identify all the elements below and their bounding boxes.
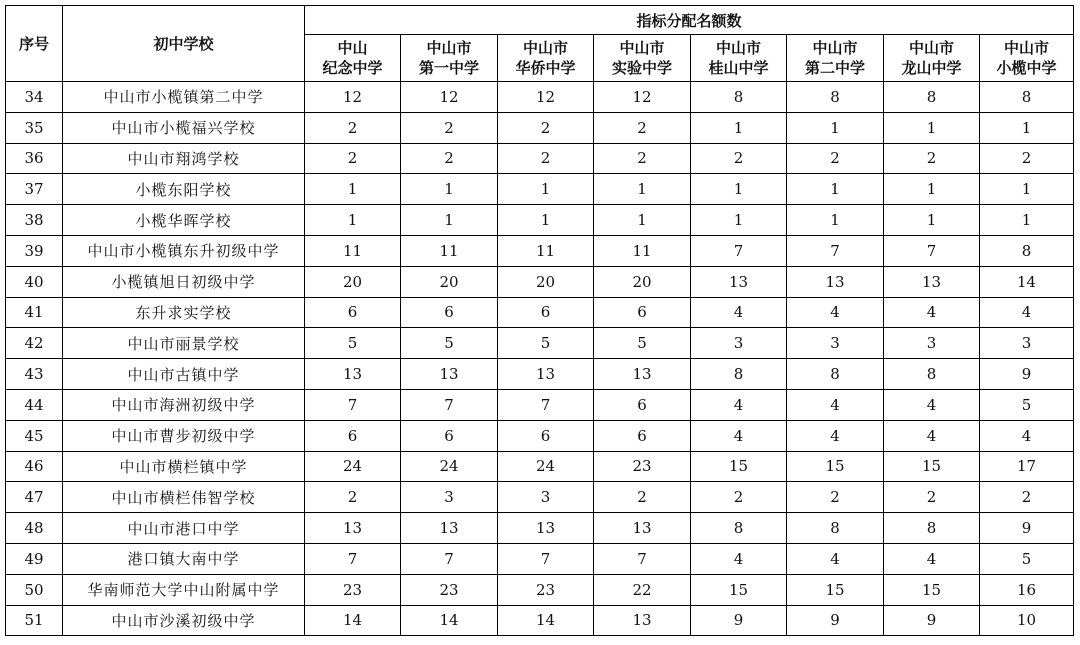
quota-cell: 7	[305, 543, 401, 574]
quota-cell: 9	[980, 513, 1074, 544]
table-header	[6, 6, 1074, 82]
quota-cell: 12	[498, 82, 594, 113]
quota-cell: 2	[305, 112, 401, 143]
quota-cell: 4	[691, 420, 787, 451]
quota-cell: 24	[401, 451, 498, 482]
quota-cell: 6	[401, 420, 498, 451]
quota-cell: 4	[787, 420, 884, 451]
table-row	[6, 482, 1074, 513]
quota-cell: 13	[401, 359, 498, 390]
header-target-school	[498, 35, 594, 82]
header-target-school	[594, 35, 691, 82]
row-seq: 40	[6, 266, 63, 297]
row-school-name: 东升求实学校	[63, 297, 305, 328]
quota-cell: 13	[594, 605, 691, 636]
row-seq: 50	[6, 574, 63, 605]
quota-cell: 14	[401, 605, 498, 636]
quota-cell: 14	[305, 605, 401, 636]
quota-cell: 4	[884, 389, 980, 420]
quota-cell: 3	[691, 328, 787, 359]
quota-cell: 2	[401, 112, 498, 143]
quota-cell: 15	[691, 451, 787, 482]
target-school-line2: 小榄中学	[996, 59, 1057, 77]
quota-cell: 11	[305, 235, 401, 266]
row-school-name: 小榄东阳学校	[63, 174, 305, 205]
table-row	[6, 235, 1074, 266]
quota-cell: 22	[594, 574, 691, 605]
target-school-line2: 第一中学	[418, 59, 479, 77]
row-school-name: 中山市曹步初级中学	[63, 420, 305, 451]
row-school-name: 小榄镇旭日初级中学	[63, 266, 305, 297]
table-row	[6, 420, 1074, 451]
quota-cell: 6	[305, 297, 401, 328]
quota-cell: 24	[498, 451, 594, 482]
row-seq: 47	[6, 482, 63, 513]
target-school-line1: 中山市	[522, 39, 568, 57]
quota-cell: 24	[305, 451, 401, 482]
quota-cell: 4	[884, 297, 980, 328]
quota-cell: 4	[884, 543, 980, 574]
quota-cell: 13	[594, 513, 691, 544]
quota-cell: 5	[980, 543, 1074, 574]
quota-cell: 23	[594, 451, 691, 482]
quota-cell: 1	[691, 112, 787, 143]
table-row	[6, 574, 1074, 605]
quota-cell: 8	[787, 513, 884, 544]
quota-cell: 1	[980, 174, 1074, 205]
quota-cell: 15	[884, 451, 980, 482]
quota-cell: 13	[787, 266, 884, 297]
target-school-line2: 桂山中学	[708, 59, 769, 77]
quota-cell: 2	[980, 143, 1074, 174]
table-row	[6, 205, 1074, 236]
quota-cell: 7	[691, 235, 787, 266]
quota-cell: 13	[884, 266, 980, 297]
quota-cell: 7	[401, 543, 498, 574]
row-school-name: 小榄华晖学校	[63, 205, 305, 236]
quota-cell: 23	[498, 574, 594, 605]
table-row	[6, 82, 1074, 113]
quota-cell: 8	[980, 235, 1074, 266]
quota-cell: 8	[787, 82, 884, 113]
quota-cell: 2	[691, 482, 787, 513]
quota-cell: 12	[401, 82, 498, 113]
quota-cell: 4	[787, 543, 884, 574]
table-row	[6, 328, 1074, 359]
quota-cell: 11	[594, 235, 691, 266]
quota-cell: 3	[980, 328, 1074, 359]
quota-table	[5, 5, 1074, 636]
quota-cell: 1	[787, 112, 884, 143]
quota-cell: 5	[980, 389, 1074, 420]
quota-cell: 1	[305, 205, 401, 236]
header-target-school	[787, 35, 884, 82]
table-row	[6, 543, 1074, 574]
quota-cell: 1	[594, 174, 691, 205]
row-seq: 41	[6, 297, 63, 328]
quota-cell: 5	[594, 328, 691, 359]
table-row	[6, 297, 1074, 328]
row-seq: 38	[6, 205, 63, 236]
row-seq: 37	[6, 174, 63, 205]
table-row	[6, 605, 1074, 636]
quota-cell: 1	[787, 205, 884, 236]
target-school-line2: 纪念中学	[322, 59, 383, 77]
row-seq: 39	[6, 235, 63, 266]
target-school-line1: 中山市	[619, 39, 665, 57]
target-school-line2: 华侨中学	[515, 59, 576, 77]
quota-cell: 12	[305, 82, 401, 113]
row-seq: 45	[6, 420, 63, 451]
quota-cell: 1	[980, 205, 1074, 236]
row-school-name: 中山市沙溪初级中学	[63, 605, 305, 636]
row-school-name: 华南师范大学中山附属中学	[63, 574, 305, 605]
quota-cell: 2	[594, 143, 691, 174]
quota-cell: 4	[691, 389, 787, 420]
quota-cell: 8	[884, 82, 980, 113]
row-school-name: 中山市古镇中学	[63, 359, 305, 390]
quota-cell: 11	[401, 235, 498, 266]
quota-cell: 1	[884, 112, 980, 143]
row-seq: 44	[6, 389, 63, 420]
quota-cell: 2	[305, 143, 401, 174]
quota-cell: 6	[594, 297, 691, 328]
quota-cell: 20	[498, 266, 594, 297]
row-school-name: 中山市港口中学	[63, 513, 305, 544]
row-school-name: 港口镇大南中学	[63, 543, 305, 574]
quota-cell: 2	[498, 112, 594, 143]
quota-cell: 7	[401, 389, 498, 420]
quota-cell: 7	[787, 235, 884, 266]
quota-cell: 12	[594, 82, 691, 113]
quota-cell: 6	[498, 420, 594, 451]
row-seq: 42	[6, 328, 63, 359]
header-target-school	[691, 35, 787, 82]
quota-cell: 2	[980, 482, 1074, 513]
quota-cell: 1	[787, 174, 884, 205]
quota-cell: 20	[401, 266, 498, 297]
quota-cell: 2	[787, 143, 884, 174]
target-school-line2: 第二中学	[804, 59, 865, 77]
quota-cell: 7	[305, 389, 401, 420]
table-row	[6, 143, 1074, 174]
quota-cell: 8	[787, 359, 884, 390]
quota-cell: 6	[305, 420, 401, 451]
quota-cell: 13	[691, 266, 787, 297]
row-school-name: 中山市横栏伟智学校	[63, 482, 305, 513]
quota-cell: 2	[594, 112, 691, 143]
quota-cell: 1	[305, 174, 401, 205]
target-school-line2: 龙山中学	[901, 59, 962, 77]
row-seq: 36	[6, 143, 63, 174]
row-school-name: 中山市翔鸿学校	[63, 143, 305, 174]
target-school-line1: 中山市	[1004, 39, 1050, 57]
quota-cell: 7	[498, 389, 594, 420]
quota-cell: 1	[884, 174, 980, 205]
quota-cell: 8	[691, 359, 787, 390]
quota-cell: 15	[787, 574, 884, 605]
header-target-school	[401, 35, 498, 82]
quota-cell: 13	[498, 513, 594, 544]
quota-cell: 2	[884, 143, 980, 174]
quota-cell: 1	[498, 205, 594, 236]
quota-cell: 4	[787, 297, 884, 328]
quota-cell: 1	[980, 112, 1074, 143]
target-school-line1: 中山	[337, 39, 368, 57]
quota-cell: 4	[980, 420, 1074, 451]
quota-cell: 2	[787, 482, 884, 513]
quota-cell: 1	[691, 174, 787, 205]
quota-cell: 3	[884, 328, 980, 359]
header-target-school	[305, 35, 401, 82]
table-row	[6, 451, 1074, 482]
quota-cell: 1	[884, 205, 980, 236]
quota-cell: 1	[498, 174, 594, 205]
table-row	[6, 112, 1074, 143]
row-seq: 48	[6, 513, 63, 544]
quota-cell: 6	[594, 420, 691, 451]
quota-cell: 6	[401, 297, 498, 328]
row-seq: 46	[6, 451, 63, 482]
quota-cell: 2	[884, 482, 980, 513]
quota-cell: 13	[401, 513, 498, 544]
quota-cell: 2	[401, 143, 498, 174]
quota-cell: 7	[498, 543, 594, 574]
quota-cell: 5	[401, 328, 498, 359]
quota-cell: 8	[691, 513, 787, 544]
table-row	[6, 389, 1074, 420]
quota-cell: 1	[691, 205, 787, 236]
quota-cell: 9	[691, 605, 787, 636]
header-target-school	[884, 35, 980, 82]
quota-cell: 10	[980, 605, 1074, 636]
quota-cell: 8	[884, 359, 980, 390]
quota-cell: 8	[884, 513, 980, 544]
row-seq: 51	[6, 605, 63, 636]
header-school: 初中学校	[63, 6, 305, 82]
quota-cell: 23	[305, 574, 401, 605]
quota-cell: 15	[691, 574, 787, 605]
row-seq: 34	[6, 82, 63, 113]
row-school-name: 中山市小榄福兴学校	[63, 112, 305, 143]
table-row	[6, 174, 1074, 205]
quota-cell: 8	[980, 82, 1074, 113]
quota-cell: 4	[884, 420, 980, 451]
table-body	[6, 82, 1074, 636]
row-seq: 35	[6, 112, 63, 143]
quota-cell: 9	[787, 605, 884, 636]
quota-cell: 16	[980, 574, 1074, 605]
quota-cell: 11	[498, 235, 594, 266]
table-row	[6, 359, 1074, 390]
quota-cell: 4	[691, 543, 787, 574]
quota-cell: 2	[498, 143, 594, 174]
table-row	[6, 266, 1074, 297]
row-seq: 43	[6, 359, 63, 390]
quota-cell: 9	[980, 359, 1074, 390]
quota-cell: 1	[401, 174, 498, 205]
quota-cell: 13	[305, 359, 401, 390]
quota-cell: 4	[787, 389, 884, 420]
quota-cell: 3	[498, 482, 594, 513]
quota-cell: 3	[787, 328, 884, 359]
target-school-line1: 中山市	[715, 39, 761, 57]
quota-cell: 6	[594, 389, 691, 420]
target-school-line2: 实验中学	[611, 59, 672, 77]
quota-cell: 9	[884, 605, 980, 636]
row-school-name: 中山市丽景学校	[63, 328, 305, 359]
quota-cell: 13	[305, 513, 401, 544]
header-seq: 序号	[6, 6, 63, 82]
quota-cell: 23	[401, 574, 498, 605]
row-seq: 49	[6, 543, 63, 574]
quota-cell: 13	[498, 359, 594, 390]
row-school-name: 中山市海洲初级中学	[63, 389, 305, 420]
quota-cell: 15	[884, 574, 980, 605]
quota-cell: 4	[691, 297, 787, 328]
quota-cell: 7	[884, 235, 980, 266]
quota-cell: 15	[787, 451, 884, 482]
quota-cell: 20	[305, 266, 401, 297]
quota-cell: 2	[594, 482, 691, 513]
row-school-name: 中山市小榄镇第二中学	[63, 82, 305, 113]
quota-cell: 5	[498, 328, 594, 359]
quota-cell: 1	[594, 205, 691, 236]
header-quota-group: 指标分配名额数	[305, 6, 1074, 35]
quota-cell: 2	[691, 143, 787, 174]
row-school-name: 中山市小榄镇东升初级中学	[63, 235, 305, 266]
target-school-line1: 中山市	[908, 39, 954, 57]
quota-cell: 7	[594, 543, 691, 574]
quota-cell: 13	[594, 359, 691, 390]
quota-cell: 2	[305, 482, 401, 513]
quota-cell: 5	[305, 328, 401, 359]
quota-cell: 4	[980, 297, 1074, 328]
header-target-school	[980, 35, 1074, 82]
table-row	[6, 513, 1074, 544]
quota-cell: 17	[980, 451, 1074, 482]
quota-cell: 3	[401, 482, 498, 513]
quota-cell: 20	[594, 266, 691, 297]
quota-cell: 6	[498, 297, 594, 328]
target-school-line1: 中山市	[426, 39, 472, 57]
row-school-name: 中山市横栏镇中学	[63, 451, 305, 482]
quota-cell: 1	[401, 205, 498, 236]
target-school-line1: 中山市	[812, 39, 858, 57]
quota-cell: 8	[691, 82, 787, 113]
quota-cell: 14	[980, 266, 1074, 297]
quota-cell: 14	[498, 605, 594, 636]
